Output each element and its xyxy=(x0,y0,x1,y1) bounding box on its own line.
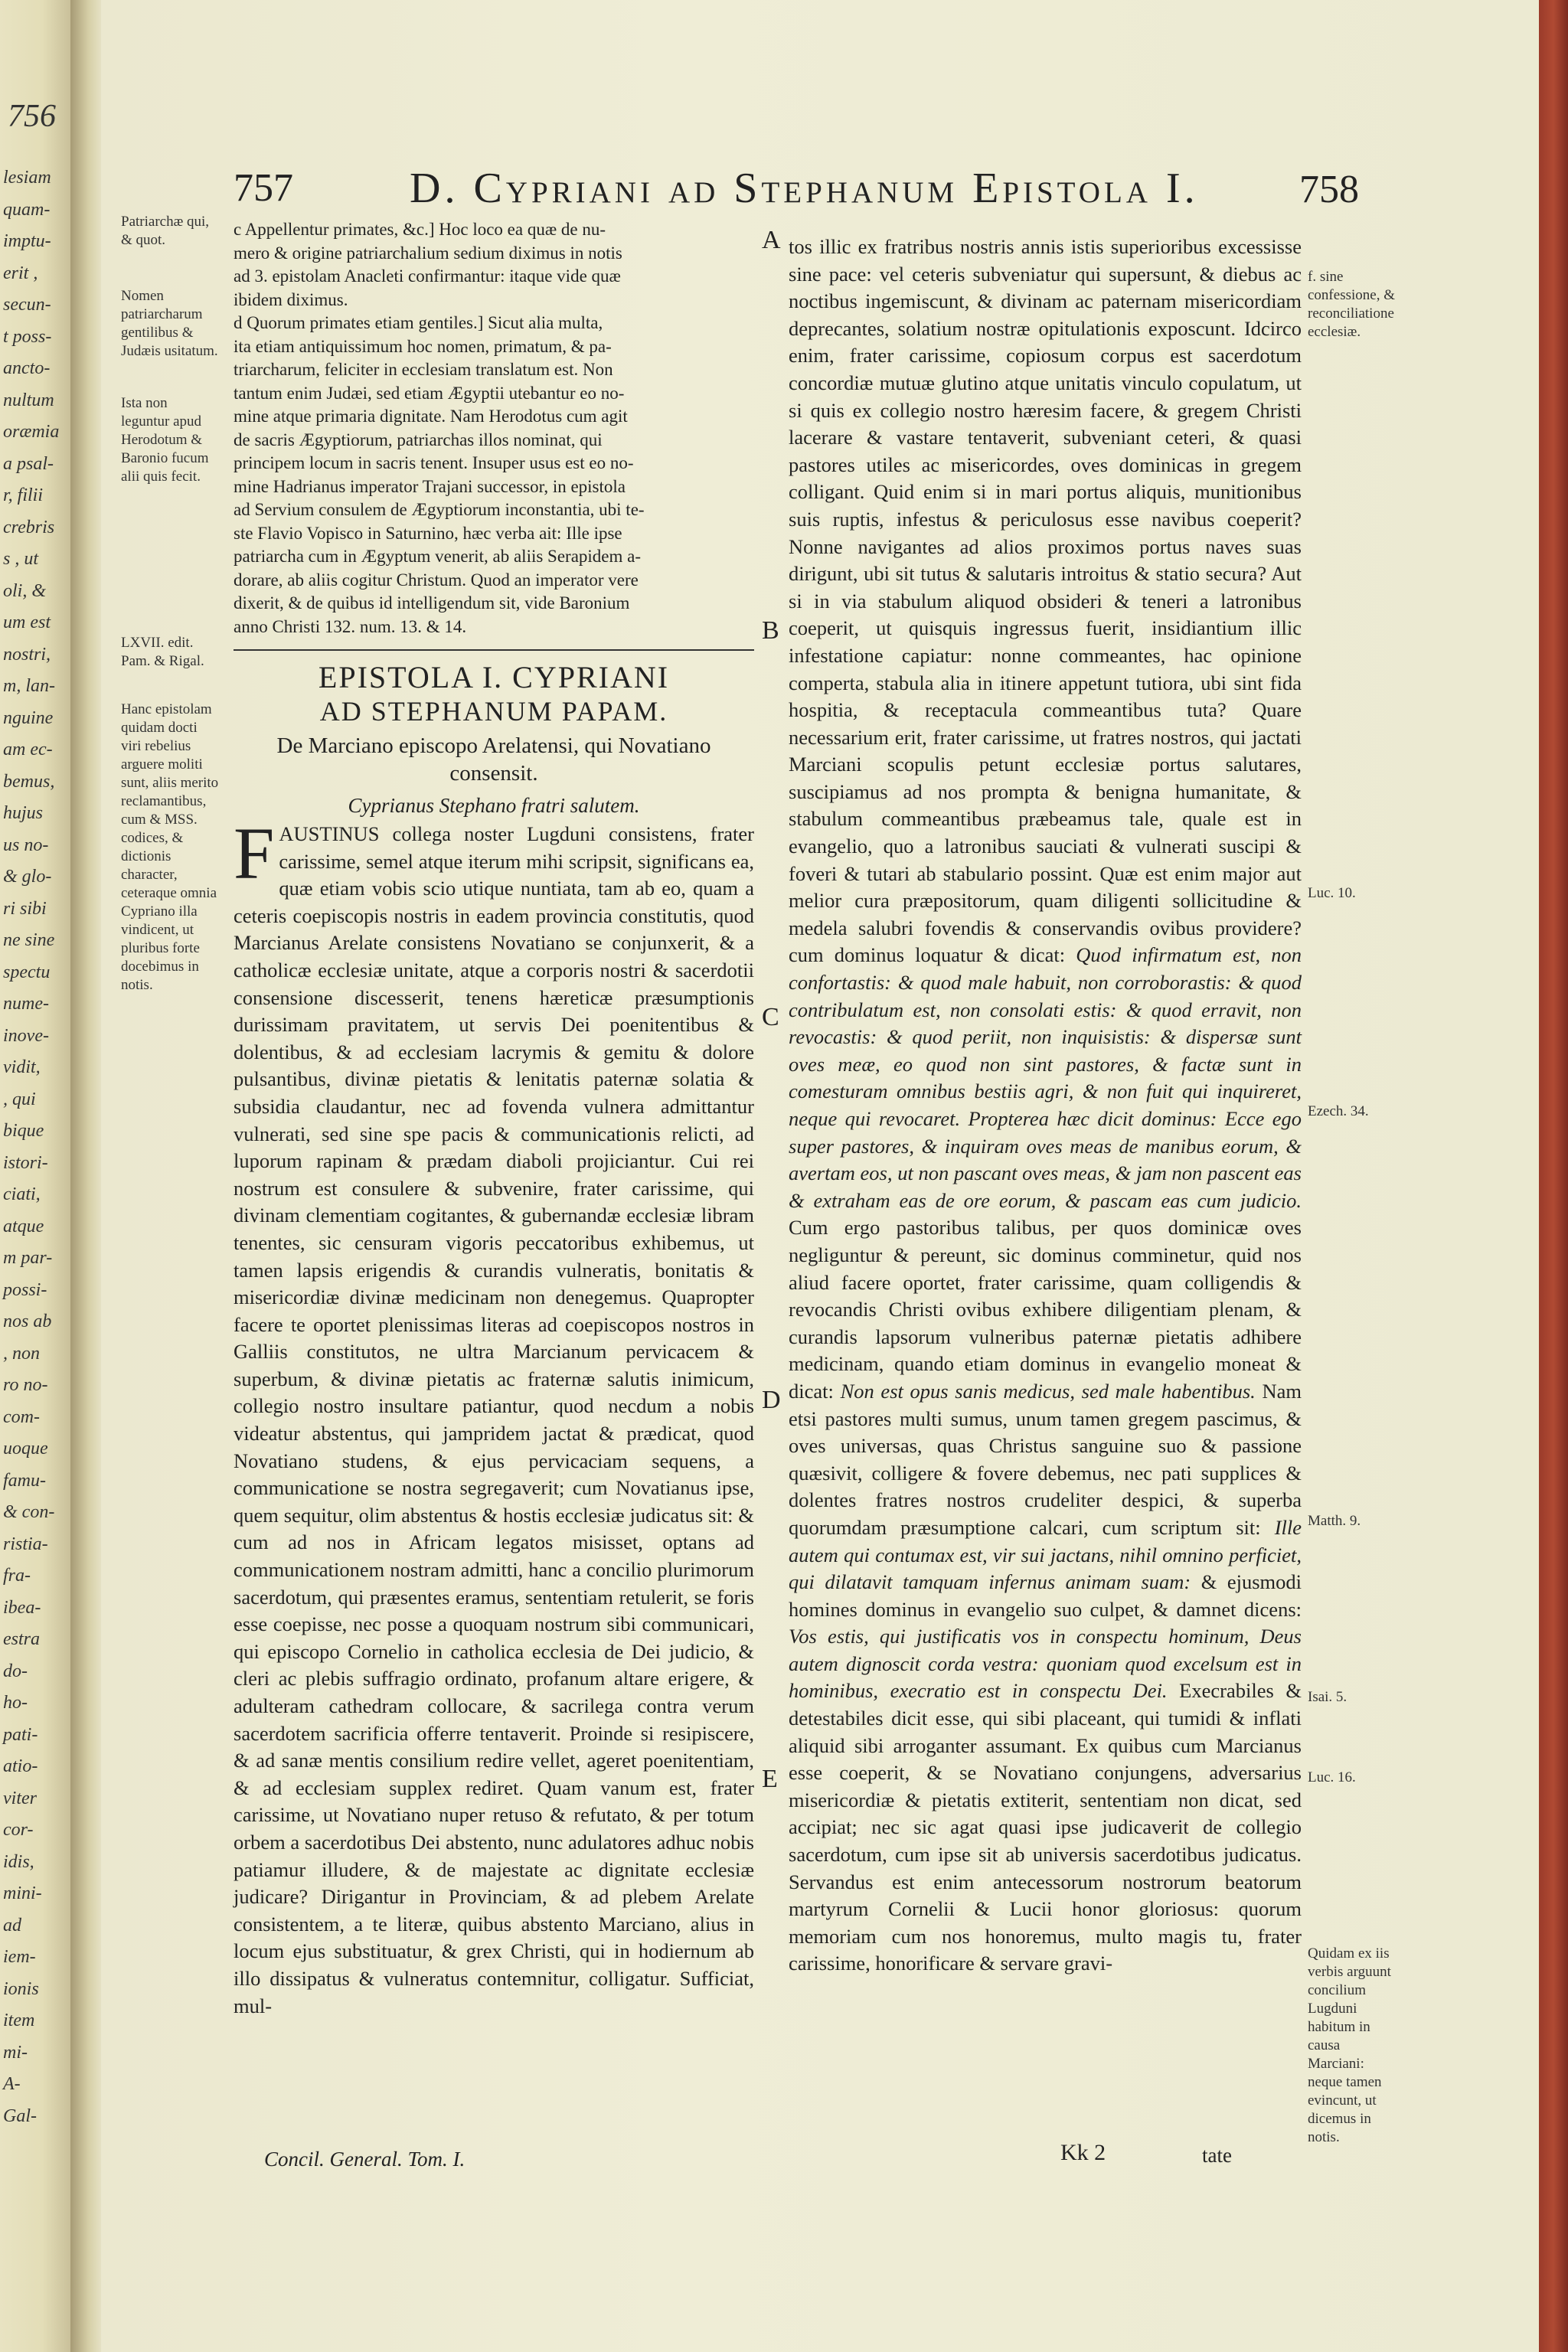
scripture-quote: Quod infirmatum est, non confortastis: & quod male habuit, non corroborastis: & quod contribulatum est, non consolati estis: & quod erravit, non revocastis: & quod periit, non inquisistis: & dispersæ sunt oves meæ, eo quod non sint pastores, & factæ sunt in comesturam omnibus bestiis agri, & non fuit qui inquireret, neque qui revocaret. Propterea hæc dicit dominus: Ecce ego super pastores, & inquiram oves meas de manibus eorum, & avertam eos, ut non pascant oves meas, & jam non pascent eas & extraham eas de ore eorum, & pascam eas cum judicio. xyxy=(789,943,1302,1212)
facing-page-fragment-line: ne sine xyxy=(3,930,55,950)
margin-note: Isai. 5. xyxy=(1308,1689,1348,1705)
note-line: ad Servium consulem de Ægyptiorum inconstantia, ubi te- xyxy=(234,500,645,519)
facing-page-fragment-line: erit , xyxy=(3,263,38,283)
facing-page-fragment-line: um est xyxy=(3,612,51,632)
facing-page-fragment-line: secun- xyxy=(3,295,51,315)
facing-page-fragment-line: am ec- xyxy=(3,740,53,760)
margin-note: Quidam ex iis verbis arguunt concilium Lugduni habitum in causa Marciani: neque tamen evincunt, ut dicemus in notis. xyxy=(1308,1945,1391,2145)
section-letter-e: E xyxy=(762,1765,778,1793)
note-line: principem locum in sacris tenent. Insuper usus est eo no- xyxy=(234,453,634,472)
facing-page-fragment-line: & glo- xyxy=(3,867,52,887)
facing-page-fragment-line: possi- xyxy=(3,1279,47,1300)
facing-page-fragment-line: fra- xyxy=(3,1566,31,1586)
facing-page-fragment-line: bemus, xyxy=(3,771,55,792)
facing-page-fragment-line: bique xyxy=(3,1121,44,1141)
note-line: ibidem diximus. xyxy=(234,289,348,309)
facing-page-fragment-line: item xyxy=(3,2011,35,2030)
note-line: dorare, ab aliis cogitur Christum. Quod an imperator vere xyxy=(234,570,639,590)
page-title: D. Cypriani ad Stephanum Epistola I. xyxy=(410,165,1199,212)
scripture-quote: Vos estis, qui justificatis vos in conspectu hominum, Deus autem dignoscit corda vestra: quoniam quod excelsum est in hominibus, execratio est in conspectu Dei. xyxy=(789,1625,1302,1703)
book-gutter xyxy=(70,0,101,2352)
margin-note: Ista non leguntur apud Herodotum & Baronio fucum alii quis fecit. xyxy=(121,395,209,485)
margin-note: Hanc epistolam quidam docti viri rebelius arguere moliti sunt, aliis merito reclamantibus, cum & MSS. codices, & dictionis character, ceteraque omnia Cypriano illa vindicent, ut pluribus forte docebimus in notis. xyxy=(121,701,219,993)
note-line: de sacris Ægyptiorum, patriarchas illos nominat, qui xyxy=(234,430,603,449)
facing-page-fragment-line: m, lan- xyxy=(3,676,55,696)
facing-page-fragment-line: spectu xyxy=(3,962,51,982)
scripture-quote: Ille autem qui contumax est, vir sui jactans, nihil omnino perficiet, qui dilatavit tamquam infernus animam suam: xyxy=(789,1515,1302,1594)
margin-note: Luc. 16. xyxy=(1308,1769,1356,1785)
facing-page-fragment-line: cor- xyxy=(3,1820,34,1840)
page-number-right: 758 xyxy=(1299,168,1359,211)
facing-page-fragment-line: ro no- xyxy=(3,1375,48,1395)
note-line: triarcharum, feliciter in ecclesiam translatum est. Non xyxy=(234,360,613,379)
facing-page-fragment-line: ri sibi xyxy=(3,898,47,919)
note-line: patriarcha cum in Ægyptum venerit, ab aliis Serapidem a- xyxy=(234,547,642,566)
facing-page-fragment-line: ibea- xyxy=(3,1597,41,1618)
facing-page-fragment-line: a psal- xyxy=(3,453,54,474)
body-segment: tos illic ex fratribus nostris annis istis superioribus excessisse sine pace: vel ceteris subveniatur qui supersunt, & diebus ac noctibus ingemiscunt, & divinam ac paternam misericordiam deprecantes, solatium nostræ opitulationis exposcunt. Idcirco enim, frater carissime, copiosum corpus est sacerdotum concordiæ mutuæ glutino atque unitatis vinculo copulatum, ut si quis ex collegio nostro hæresim facere, & gregem Christi lacerare & vastare tentaverit, subveniant ceteri, & quasi pastores utiles ac misericordes, oves dominicas in gregem colligant. Quid enim si in mari portus aliquis, munitionibus suis ruptis, infestus & periculosus esse navibus coeperit? Nonne navigantes ad alios proximos portus naves suas dirigunt, ubi sit tutus & salutaris introitus & statio secura? Aut si in via stabulum aliquod obsideri & teneri a latronibus coeperit, ut quisquis ingressus fuerit, insidiantium illic infestatione capiatur: nonne commeantes, hac opinione comperta, stabula alia in itinere appetunt tutiora, ubi sint fida hospitia, & receptacula commeantibus tuta? Quare necessarium erit, frater carissime, ut fratres nostros, qui jactati Marciani scopulis petunt ecclesiæ portus salutares, suscipiamus ad nos prompta & benigna humanitate, & stabulum commeantibus præbeamus tale, quale est in evangelio, quo a latronibus sauciati & vulnerati suscipi & foveri & tutari ab stabulario possint. Quæ est enim major aut melior cura præpositorum, quam diligenti sollicitudine & medela salubri fovendis & conservandis ovibus providere? cum dominus loquatur & dicat: xyxy=(789,235,1302,967)
right-column xyxy=(789,234,1302,1978)
facing-page-fragment-line: us no- xyxy=(3,835,49,855)
title-rule xyxy=(234,649,754,651)
epistle-description: De Marciano episcopo Arelatensi, qui Novatiano consensit. xyxy=(276,733,711,786)
body-segment: Execrabiles & detestabiles dicit esse, qui sibi placeant, qui tumidi & inflati aliquid sibi arroganter assumant. Ex quibus cum Marcianus esse coeperit, & se Novatiano conjungens, adversarius misericordiæ & pietatis extiterit, sententiam non dicat, sed accipiat; nec sic agat quasi ipse judicaverit de collegio sacerdotum, cum ipse sit ab universis sacerdotibus judicatus. Servandus est enim antecessorum nostrorum beatorum martyrum Cornelii & Lucii honor gloriosus: quorum memoriam cum nos honoremus, multo magis tu, frater carissime, honorificare & servare gravi- xyxy=(789,1679,1302,1975)
book-cover-edge xyxy=(1539,0,1568,2352)
facing-page-fragment-line: m par- xyxy=(3,1248,53,1268)
facing-page-fragment-line: ad xyxy=(3,1915,21,1936)
note-line: ad 3. epistolam Anacleti confirmantur: itaque vide quæ xyxy=(234,266,621,286)
facing-page-fragment-line: lesiam xyxy=(3,168,51,188)
left-column xyxy=(234,218,754,2020)
margin-note: f. sine confessione, & reconciliatione ecclesiæ. xyxy=(1308,269,1395,340)
epistle-salutation: Cyprianus Stephano fratri salutem. xyxy=(348,794,640,817)
facing-page-fragment-line: nultum xyxy=(3,390,54,410)
margin-note: LXVII. edit. Pam. & Rigal. xyxy=(121,635,204,669)
facing-page-fragment-line: crebris xyxy=(3,517,55,537)
facing-page-fragment-line: do- xyxy=(3,1661,28,1681)
facing-page-fragment-line: istori- xyxy=(3,1152,48,1173)
facing-page-fragment-line: pati- xyxy=(3,1724,38,1745)
facing-page-fragment-line: famu- xyxy=(3,1470,46,1491)
epistle-title: EPISTOLA I. CYPRIANI xyxy=(318,660,670,694)
page-number-left: 757 xyxy=(234,166,293,210)
note-line: ste Flavio Vopisco in Saturnino, hæc verba ait: Ille ipse xyxy=(234,523,622,543)
note-line: mero & origine patriarchalium sedium diximus in notis xyxy=(234,243,622,263)
facing-page-fragment-line: vidit, xyxy=(3,1057,41,1077)
facing-page-fragment-line: atque xyxy=(3,1216,44,1236)
facing-page-fragment-line: quam- xyxy=(3,199,51,220)
body-segment: & ejusmodi homines dominus in evangelio suo culpet, & damnet dicens: xyxy=(789,1570,1302,1621)
epistle-subtitle: AD STEPHANUM PAPAM. xyxy=(319,696,668,727)
facing-page-fragment-line: mi- xyxy=(3,2042,28,2063)
note-line: anno Christi 132. num. 13. & 14. xyxy=(234,616,467,636)
facing-page-fragment-line: nume- xyxy=(3,994,49,1014)
facing-page-fragment-line: A- xyxy=(3,2074,21,2094)
facing-page-fragment-line: viter xyxy=(3,1788,37,1808)
note-line: tantum enim Judæi, sed etiam Ægyptii utebantur eo no- xyxy=(234,383,625,403)
facing-page-fragment-line: inove- xyxy=(3,1025,49,1046)
margin-note: Matth. 9. xyxy=(1308,1513,1361,1529)
facing-page-fragment xyxy=(0,0,70,2352)
editor-notes xyxy=(234,218,754,639)
facing-page-fragment-line: mini- xyxy=(3,1883,42,1903)
epistle-body xyxy=(234,812,754,2020)
facing-page-fragment-line: com- xyxy=(3,1406,40,1427)
note-line: ita etiam antiquissimum hoc nomen, primatum, & pa- xyxy=(234,336,612,356)
epistle-body-text: AUSTINUS collega noster Lugduni consistens, frater carissime, semel atque iterum mihi scripsit, significans ea, quæ etiam vobis scio utique nuntiata, tam ab eo, quam a ceteris coepiscopis nostris in eadem provincia constitutis, quod Marcianus Arelate consistens Novatiano se conjunxerit, & a catholicæ ecclesiæ unitate, atque a corporis nostri & sacerdotii consensione discesserit, tenens hæreticæ præsumptionis durissimam pravitatem, ut servis Dei poenitentibus & dolentibus, & ad ecclesiam lacrymis & gemitu & dolore pulsantibus, divinæ pietatis & lenitatis paternæ solatia & subsidia claudantur, nec ad fovenda vulnera admittantur vulnerati, sed sine spe pacis & communicationis relicti, ad luporum rapinam & prædam diaboli projiciantur. Cui rei nostrum est consulere & subvenire, frater carissime, qui divinam clementiam cogitantes, & gubernandæ ecclesiæ libram tenentes, sic censuram vigoris peccatoribus exhibemus, ut tamen lapsis erigendis & curandis vulneratis, bonitatis & misericordiæ divinæ medicinam non denegemus. Quapropter facere te oportet plenissimas literas ad coepiscopos nostros in Galliis constitutos, ne ultra Marcianum pervicacem & superbum, & divinæ pietatis ac fraternæ salutis inimicum, collegio nostro insultare patiantur, quod necdum a nobis videatur abstentus, qui jampridem jactat & prædicat, quod Novatiano studens, & ejus pervicaciam sequens, a communicatione se nostra segregaverit; cum Novatianus ipse, quem sequitur, olim abstentus & hostis ecclesiæ judicatus sit: & cum ad nos in Africam legatos misisset, optans ad communicationem nostram admitti, hanc a concilio plurimorum sacerdotum, qui præsentes eramus, sententiam retulerit, se foris esse coepisse, nec posse a quoquam nostrum sibi communicari, qui episcopo Cornelio in catholica ecclesia de Dei judicio, & cleri ac plebis suffragio ordinato, profanum altare erigere, & adulteram cathedram collocare, & sacrilega contra verum sacerdotem sacrificia offerre tentaverit. Proinde si resipiscere, & ad sanæ mentis consilium redire vellet, ageret poenitentiam, & ad ecclesiam supplex rediret. Quam vanum est, frater carissime, ut Novatiano nuper retuso & refutato, & per totum orbem a sacerdotibus Dei abstento, nunc adulatores adhuc nobis patiamur illudere, & de majestate ac dignitate ecclesiæ judicare? Dirigantur in Provinciam, & ad plebem Arelate consistentem, a te literæ, quibus abstento Marciano, alius in locum ejus substituatur, & grex Christi, qui in hodiernum ab illo dissipatus & vulneratus contemnitur, colligatur. Sufficiat, mul- xyxy=(234,822,754,2017)
footer-catchword: tate xyxy=(1202,2144,1232,2167)
facing-page-fragment-line: , qui xyxy=(3,1089,36,1109)
facing-page-fragment-line: & con- xyxy=(3,1502,55,1522)
facing-page-number: 756 xyxy=(8,99,56,134)
facing-page-fragment-line: estra xyxy=(3,1629,40,1649)
note-line: dixerit, & de quibus id intelligendum sit, vide Baronium xyxy=(234,593,630,612)
facing-page-fragment-line: oræmia xyxy=(3,422,60,442)
running-header xyxy=(234,161,1359,214)
footer-collection: Concil. General. Tom. I. xyxy=(264,2148,466,2171)
facing-page-fragment-line: iem- xyxy=(3,1947,36,1967)
scripture-quote: Non est opus sanis medicus, sed male habentibus. xyxy=(840,1379,1256,1403)
facing-page-fragment-line: atio- xyxy=(3,1756,38,1776)
note-line: mine atque primaria dignitate. Nam Herodotus cum agit xyxy=(234,407,628,426)
facing-page-fragment-line: uoque xyxy=(3,1439,48,1459)
section-letter-c: C xyxy=(762,1003,779,1031)
facing-page-fragment-line: nos ab xyxy=(3,1312,52,1331)
note-line: d Quorum primates etiam gentiles.] Sicut alia multa, xyxy=(234,313,603,332)
margin-note: Nomen patriarcharum gentilibus & Judæis usitatum. xyxy=(121,288,218,359)
facing-page-fragment-line: , non xyxy=(3,1343,40,1364)
facing-page-fragment-line: ionis xyxy=(3,1978,39,1999)
body-segment: Cum ergo pastoribus talibus, per quos dominicæ oves negliguntur & pereunt, sic dominus comminetur, quid nos aliud facere oportet, frater carissime, quam colligendis & revocandis Christi ovibus exhibere diligentiam plenam, & curandis lapsorum vulneribus paternæ pietatis adhibere medicinam, quando etiam dominus in evangelio moneat & dicat: xyxy=(789,1216,1302,1403)
body-segment: Nam etsi pastores multi sumus, unum tamen gregem pascimus, & oves universas, quas Christus sanguine suo & passione quæsivit, colligere & fovere debemus, nec pati supplices & dolentes fratres nostros crudeliter despici, & superba quorumdam præsumptione calcari, cum scriptum sit: xyxy=(789,1379,1302,1539)
facing-page-fragment-line: imptu- xyxy=(3,231,51,251)
drop-cap: F xyxy=(234,812,275,894)
footer-signature: Kk 2 xyxy=(1060,2140,1106,2165)
facing-page-fragment-line: Gal- xyxy=(3,2105,37,2126)
facing-page-fragment-line: hujus xyxy=(3,803,44,823)
facing-page-fragment-line: r, filii xyxy=(3,485,44,505)
facing-page-fragment-line: nguine xyxy=(3,707,54,728)
facing-page-fragment-line: oli, & xyxy=(3,580,47,601)
section-letter-a: A xyxy=(762,226,781,254)
facing-page-fragment-line: idis, xyxy=(3,1851,34,1872)
facing-page-fragment-line: nostri, xyxy=(3,644,51,665)
facing-page-fragment-line: ciati, xyxy=(3,1184,41,1204)
facing-page-fragment-line: ancto- xyxy=(3,358,51,378)
facing-page-fragment-line: ristia- xyxy=(3,1534,48,1554)
right-body xyxy=(789,234,1302,1978)
facing-page-fragment-line: s , ut xyxy=(3,549,39,569)
margin-note: Luc. 10. xyxy=(1308,885,1356,901)
facing-page-fragment-line: ho- xyxy=(3,1693,28,1713)
note-line: mine Hadrianus imperator Trajani successor, in epistola xyxy=(234,476,626,496)
margin-note: Patriarchæ qui, & quot. xyxy=(121,214,210,248)
facing-page-fragment-line: t poss- xyxy=(3,326,52,347)
note-line: c Appellentur primates, &c.] Hoc loco ea quæ de nu- xyxy=(234,220,606,239)
margin-note: Ezech. 34. xyxy=(1308,1103,1369,1119)
section-letter-b: B xyxy=(762,616,779,645)
section-letter-d: D xyxy=(762,1386,781,1414)
